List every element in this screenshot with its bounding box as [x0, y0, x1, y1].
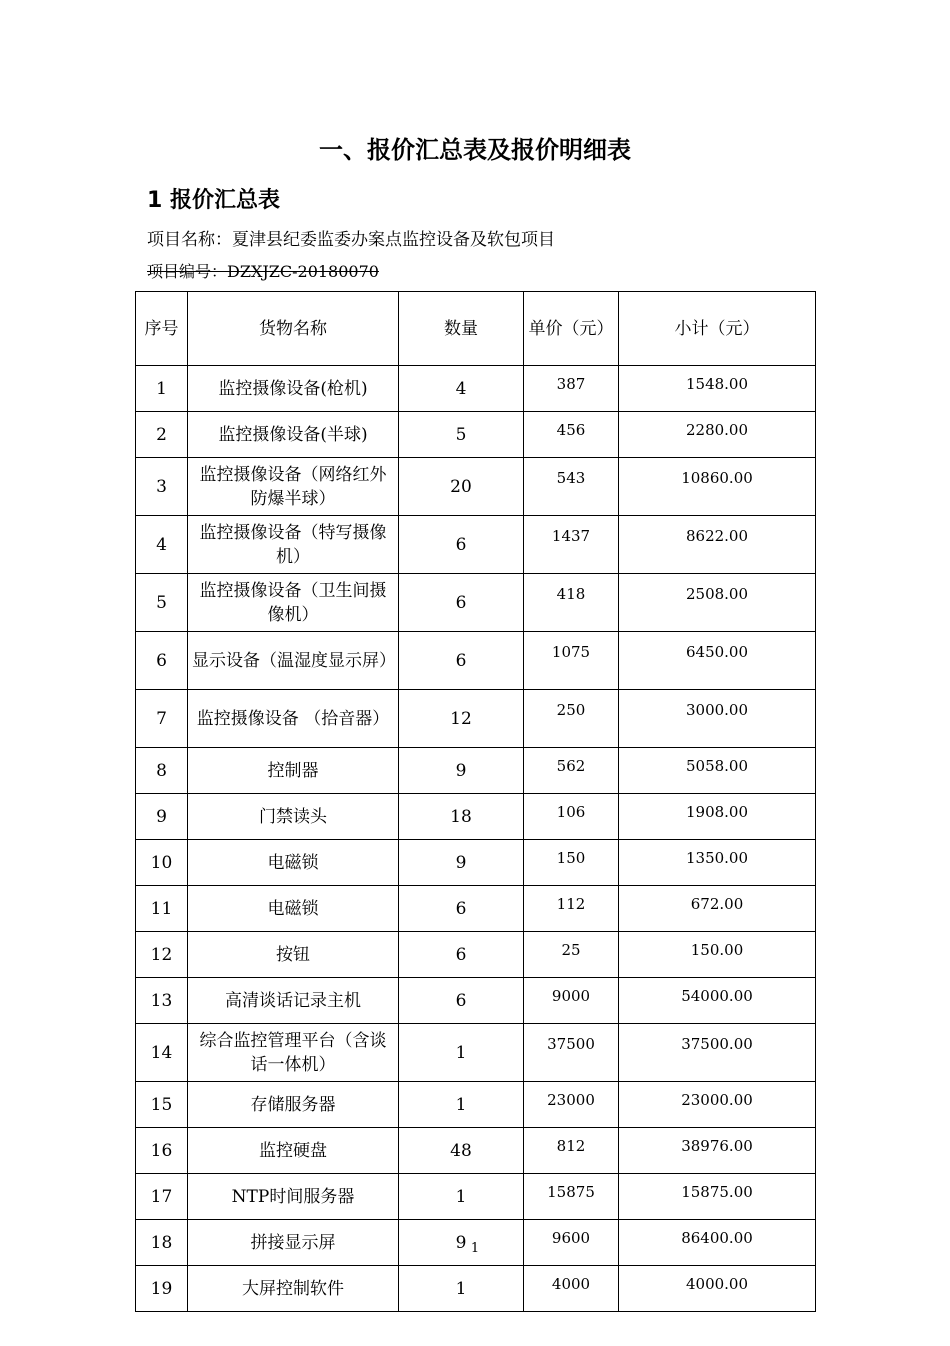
- cell-name: 监控摄像设备(枪机): [188, 366, 399, 412]
- cell-seq: 6: [136, 632, 188, 690]
- cell-qty: 18: [399, 794, 524, 840]
- cell-price: 1075: [524, 632, 619, 690]
- cell-price: 456: [524, 412, 619, 458]
- cell-price: 387: [524, 366, 619, 412]
- project-name: 项目名称：夏津县纪委监委办案点监控设备及软包项目: [147, 230, 555, 250]
- cell-qty: 5: [399, 412, 524, 458]
- cell-name: 存储服务器: [188, 1082, 399, 1128]
- cell-subtotal: 38976.00: [619, 1128, 816, 1174]
- cell-seq: 1: [136, 366, 188, 412]
- cell-name: 监控摄像设备（特写摄像机）: [188, 516, 399, 574]
- cell-qty: 48: [399, 1128, 524, 1174]
- cell-subtotal: 1350.00: [619, 840, 816, 886]
- cell-subtotal: 23000.00: [619, 1082, 816, 1128]
- cell-subtotal: 37500.00: [619, 1024, 816, 1082]
- cell-seq: 17: [136, 1174, 188, 1220]
- section-title: 1 报价汇总表: [147, 188, 280, 213]
- table-row: [136, 690, 816, 748]
- cell-price: 150: [524, 840, 619, 886]
- table-row: [136, 978, 816, 1024]
- project-number: 项目编号：DZXJZC-20180070: [147, 262, 379, 281]
- cell-name: 电磁锁: [188, 886, 399, 932]
- cell-name: 高清谈话记录主机: [188, 978, 399, 1024]
- table-row: [136, 840, 816, 886]
- quote-summary-table: [135, 291, 816, 1312]
- table-row: [136, 1266, 816, 1312]
- cell-price: 112: [524, 886, 619, 932]
- cell-subtotal: 672.00: [619, 886, 816, 932]
- cell-seq: 5: [136, 574, 188, 632]
- cell-seq: 8: [136, 748, 188, 794]
- cell-name: 门禁读头: [188, 794, 399, 840]
- cell-subtotal: 8622.00: [619, 516, 816, 574]
- cell-qty: 1: [399, 1266, 524, 1312]
- cell-price: 25: [524, 932, 619, 978]
- table-row: [136, 1082, 816, 1128]
- cell-qty: 9: [399, 1220, 524, 1266]
- cell-qty: 1: [399, 1024, 524, 1082]
- cell-subtotal: 15875.00: [619, 1174, 816, 1220]
- cell-qty: 6: [399, 932, 524, 978]
- cell-price: 15875: [524, 1174, 619, 1220]
- cell-name: 控制器: [188, 748, 399, 794]
- cell-subtotal: 2508.00: [619, 574, 816, 632]
- cell-subtotal: 10860.00: [619, 458, 816, 516]
- table-header-row: [136, 292, 816, 366]
- cell-price: 543: [524, 458, 619, 516]
- cell-name: 监控摄像设备（卫生间摄像机）: [188, 574, 399, 632]
- cell-qty: 9: [399, 840, 524, 886]
- cell-subtotal: 4000.00: [619, 1266, 816, 1312]
- table-row: [136, 574, 816, 632]
- cell-qty: 4: [399, 366, 524, 412]
- cell-price: 562: [524, 748, 619, 794]
- cell-name: 监控硬盘: [188, 1128, 399, 1174]
- table-row: [136, 794, 816, 840]
- cell-qty: 6: [399, 516, 524, 574]
- cell-seq: 11: [136, 886, 188, 932]
- cell-subtotal: 6450.00: [619, 632, 816, 690]
- table-row: [136, 516, 816, 574]
- cell-seq: 19: [136, 1266, 188, 1312]
- cell-seq: 3: [136, 458, 188, 516]
- header-subtotal: 小计（元）: [619, 292, 816, 366]
- cell-price: 812: [524, 1128, 619, 1174]
- cell-seq: 4: [136, 516, 188, 574]
- cell-name: 监控摄像设备（网络红外防爆半球）: [188, 458, 399, 516]
- cell-subtotal: 150.00: [619, 932, 816, 978]
- cell-name: 电磁锁: [188, 840, 399, 886]
- table-row: [136, 1128, 816, 1174]
- table-row: [136, 366, 816, 412]
- cell-seq: 10: [136, 840, 188, 886]
- cell-name: 综合监控管理平台（含谈话一体机）: [188, 1024, 399, 1082]
- cell-price: 23000: [524, 1082, 619, 1128]
- cell-qty: 6: [399, 886, 524, 932]
- cell-name: 显示设备（温湿度显示屏）: [188, 632, 399, 690]
- cell-subtotal: 54000.00: [619, 978, 816, 1024]
- cell-name: NTP时间服务器: [188, 1174, 399, 1220]
- cell-subtotal: 1548.00: [619, 366, 816, 412]
- cell-subtotal: 5058.00: [619, 748, 816, 794]
- cell-name: 大屏控制软件: [188, 1266, 399, 1312]
- cell-qty: 1: [399, 1174, 524, 1220]
- cell-name: 监控摄像设备 （拾音器）: [188, 690, 399, 748]
- cell-qty: 9: [399, 748, 524, 794]
- table-row: [136, 412, 816, 458]
- cell-name: 按钮: [188, 932, 399, 978]
- cell-subtotal: 3000.00: [619, 690, 816, 748]
- cell-seq: 13: [136, 978, 188, 1024]
- cell-price: 106: [524, 794, 619, 840]
- cell-seq: 12: [136, 932, 188, 978]
- cell-seq: 7: [136, 690, 188, 748]
- cell-qty: 1: [399, 1082, 524, 1128]
- cell-subtotal: 86400.00: [619, 1220, 816, 1266]
- header-seq: 序号: [136, 292, 188, 366]
- cell-price: 9600: [524, 1220, 619, 1266]
- cell-seq: 2: [136, 412, 188, 458]
- table-row: [136, 458, 816, 516]
- table-row: [136, 1174, 816, 1220]
- cell-seq: 15: [136, 1082, 188, 1128]
- cell-qty: 6: [399, 574, 524, 632]
- table-row: [136, 1024, 816, 1082]
- table-row: [136, 632, 816, 690]
- cell-qty: 12: [399, 690, 524, 748]
- page-number: 1: [470, 1241, 480, 1256]
- cell-name: 拼接显示屏: [188, 1220, 399, 1266]
- page-title: 一、报价汇总表及报价明细表: [319, 136, 631, 164]
- cell-price: 37500: [524, 1024, 619, 1082]
- cell-price: 1437: [524, 516, 619, 574]
- cell-qty: 6: [399, 632, 524, 690]
- cell-price: 9000: [524, 978, 619, 1024]
- header-unit-price: 单价（元）: [524, 292, 619, 366]
- header-name: 货物名称: [188, 292, 399, 366]
- header-qty: 数量: [399, 292, 524, 366]
- cell-price: 4000: [524, 1266, 619, 1312]
- cell-subtotal: 2280.00: [619, 412, 816, 458]
- table-row: [136, 748, 816, 794]
- table-row: [136, 932, 816, 978]
- table-row: [136, 886, 816, 932]
- cell-price: 250: [524, 690, 619, 748]
- cell-seq: 9: [136, 794, 188, 840]
- cell-qty: 20: [399, 458, 524, 516]
- cell-seq: 16: [136, 1128, 188, 1174]
- cell-seq: 18: [136, 1220, 188, 1266]
- cell-seq: 14: [136, 1024, 188, 1082]
- cell-price: 418: [524, 574, 619, 632]
- cell-subtotal: 1908.00: [619, 794, 816, 840]
- cell-qty: 6: [399, 978, 524, 1024]
- cell-name: 监控摄像设备(半球): [188, 412, 399, 458]
